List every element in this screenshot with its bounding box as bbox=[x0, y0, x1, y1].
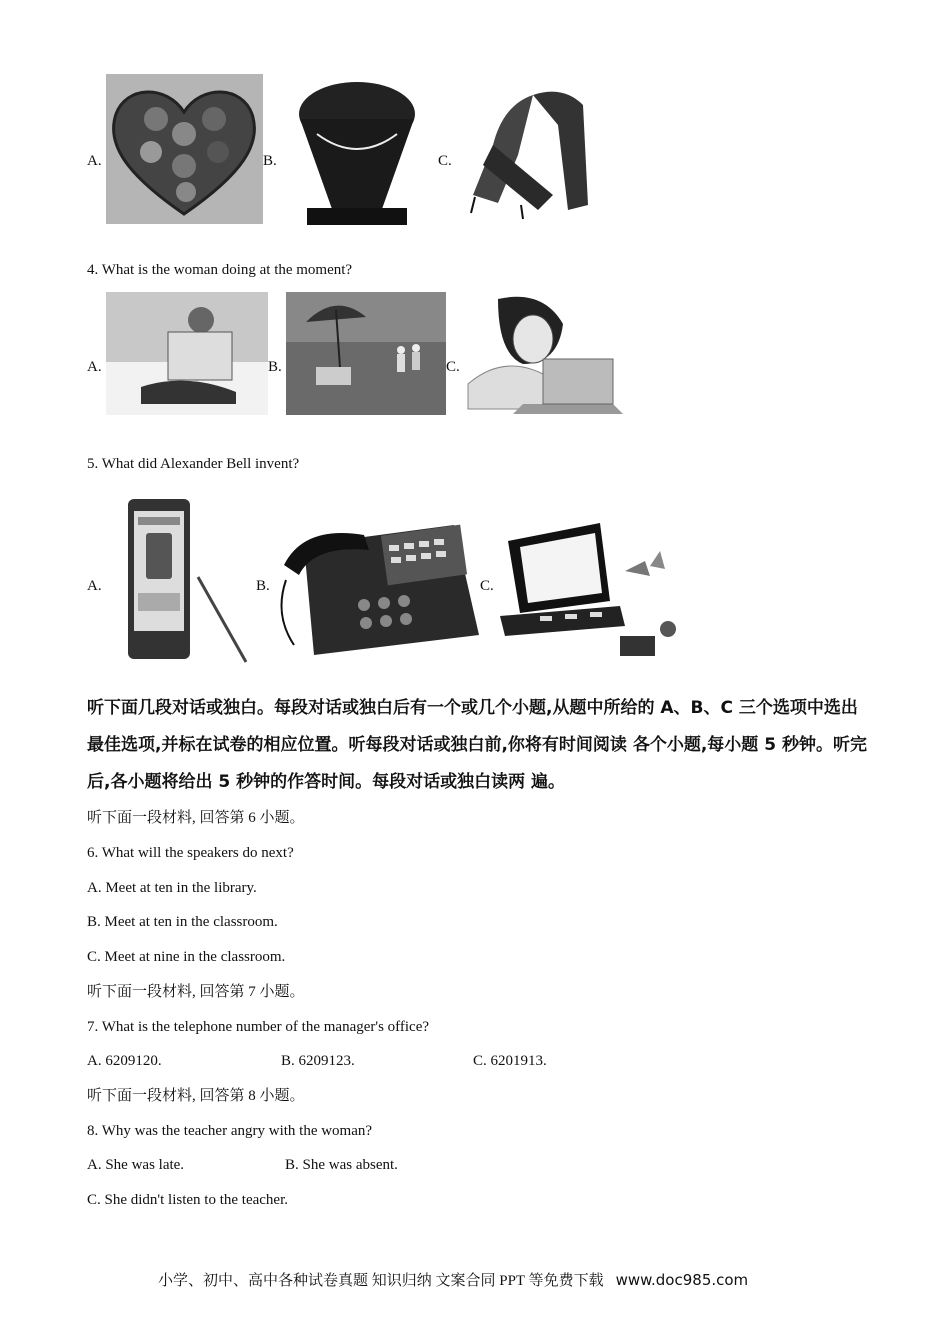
smartphone-image bbox=[126, 497, 251, 665]
desk-telephone-image bbox=[274, 505, 480, 658]
q6-option-b: B. Meet at ten in the classroom. bbox=[87, 914, 278, 930]
q8-question: 8. Why was the teacher angry with the woman? bbox=[87, 1123, 373, 1139]
q8-option-a: A. She was late. bbox=[87, 1157, 185, 1173]
scarf-image bbox=[463, 85, 593, 223]
section-instruction: 听下面几段对话或独白。每段对话或独白后有一个或几个小题,从题中所给的 A、B、C 三个选项中选出最佳选项,并标在试卷的相应位置。听每段对话或独白前,你将有时间阅读 各个小题,每小题 5 秒钟。听完后,各小题将给出 5 秒钟的作答时间。每段对话或独白读两 遍。 bbox=[87, 698, 867, 792]
q3-option-c-label: C. bbox=[438, 153, 452, 169]
q8-option-b: B. She was absent. bbox=[285, 1157, 398, 1173]
q5-question: 5. What did Alexander Bell invent? bbox=[87, 456, 300, 472]
q8-intro: 听下面一段材料, 回答第 8 小题。 bbox=[87, 1088, 305, 1104]
beach-umbrella-image bbox=[286, 292, 446, 415]
q7-option-c: C. 6201913. bbox=[473, 1053, 547, 1069]
q7-option-b: B. 6209123. bbox=[281, 1053, 355, 1069]
q6-option-a: A. Meet at ten in the library. bbox=[87, 880, 257, 896]
q5-option-a-label: A. bbox=[87, 578, 102, 594]
q7-intro: 听下面一段材料, 回答第 7 小题。 bbox=[87, 984, 305, 1000]
q4-option-a-label: A. bbox=[87, 359, 102, 375]
q5-option-c-label: C. bbox=[480, 578, 494, 594]
q4-question: 4. What is the woman doing at the moment? bbox=[87, 262, 353, 278]
q4-option-b-label: B. bbox=[268, 359, 282, 375]
q6-option-c: C. Meet at nine in the classroom. bbox=[87, 949, 286, 965]
footer-url[interactable]: www.doc985.com bbox=[615, 1271, 749, 1289]
q7-option-a: A. 6209120. bbox=[87, 1053, 162, 1069]
footer-text: 小学、初中、高中各种试卷真题 知识归纳 文案合同 PPT 等免费下载 bbox=[158, 1273, 604, 1289]
q6-question: 6. What will the speakers do next? bbox=[87, 845, 294, 861]
q3-option-b-label: B. bbox=[263, 153, 277, 169]
flower-bouquet-image bbox=[292, 74, 422, 225]
q5-option-b-label: B. bbox=[256, 578, 270, 594]
heart-chocolate-box-image bbox=[106, 74, 263, 224]
page-footer bbox=[158, 1269, 748, 1290]
q6-intro: 听下面一段材料, 回答第 6 小题。 bbox=[87, 810, 305, 826]
q3-option-a-label: A. bbox=[87, 153, 102, 169]
woman-laptop-image bbox=[463, 294, 623, 418]
q4-option-c-label: C. bbox=[446, 359, 460, 375]
q7-question: 7. What is the telephone number of the manager's office? bbox=[87, 1019, 430, 1035]
computer-image bbox=[500, 521, 686, 661]
q8-option-c: C. She didn't listen to the teacher. bbox=[87, 1192, 288, 1208]
woman-reading-image bbox=[106, 292, 268, 415]
